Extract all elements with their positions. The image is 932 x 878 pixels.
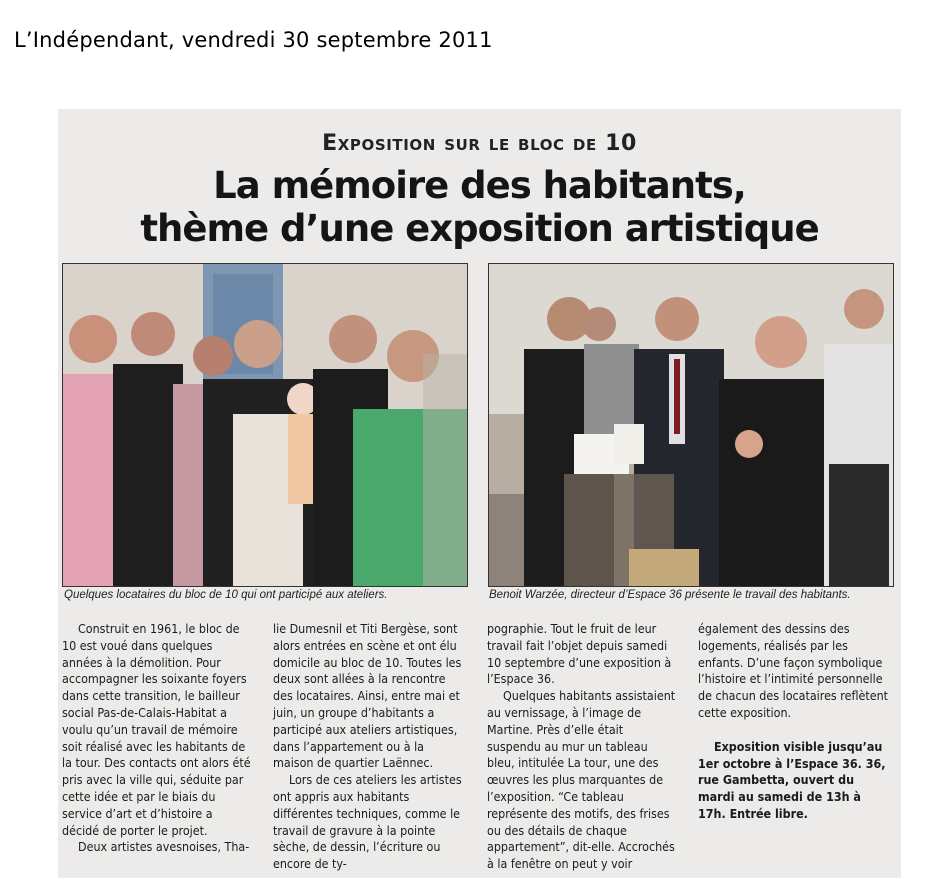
source-line: L’Indépendant, vendredi 30 septembre 2011	[14, 28, 493, 52]
photo-director	[488, 263, 894, 587]
column-3	[487, 621, 677, 873]
col2-paragraph-1: lie Dumesnil et Titi Bergèse, sont alors entrées en scène et ont élu domicile au bloc de 10. Toutes les deux sont allées à la rencontre des locataires. Ainsi, entre mai et juin, un groupe d’habitants a participé aux ateliers artistiques, dans l’appartement ou à la maison de quartier Laënnec.	[273, 621, 462, 771]
newspaper-clipping	[58, 109, 901, 878]
column-2	[273, 621, 463, 873]
headline-line-2: thème d’une exposition artistique	[140, 207, 819, 250]
col1-paragraph-2: Deux artistes avesnoises, Tha-	[78, 839, 250, 855]
col4-paragraph-1: également des dessins des logements, réalisés par les enfants. D’une façon symbolique l’histoire et l’intimité personnelle de chacun des locataires reflètent cette exposition.	[698, 621, 888, 720]
photo-left-caption: Quelques locataires du bloc de 10 qui ont participé aux ateliers.	[64, 589, 388, 601]
col3-paragraph-1: pographie. Tout le fruit de leur travail fait l’objet depuis samedi 10 septembre d’une exposition à l’Espace 36.	[487, 621, 672, 687]
col1-paragraph-1: Construit en 1961, le bloc de 10 est voué dans quelques années à la démolition. Pour accompagner les soixante foyers dans cette transition, le bailleur social Pas-de-Calais-Habitat a voulu qu’un travail de mémoire soit réalisé avec les habitants de la tour. Des contacts ont alors été pris avec la ville qui, séduite par cette idée et par le biais du service d’art et d’histoire a décidé de porter le projet.	[62, 621, 251, 838]
column-4	[698, 621, 888, 823]
col3-paragraph-2: Quelques habitants assistaient au vernissage, à l’image de Martine. Près d’elle était suspendu au mur un tableau bleu, intitulée La tour, une des œuvres les plus marquantes de l’exposition. “Ce tableau représente des motifs, des frises ou des détails de chaque appartement”, dit-elle. Accrochés à la fenêtre on peut y voir	[487, 688, 676, 872]
exhibition-info: Exposition visible jusqu’au 1er octobre à l’Espace 36. 36, rue Gambetta, ouvert du mardi au samedi de 13h à 17h. Entrée libre.	[698, 738, 886, 821]
photo-residents	[62, 263, 468, 587]
column-1	[62, 621, 252, 856]
photo-right-caption: Benoit Warzée, directeur d’Espace 36 présente le travail des habitants.	[489, 589, 851, 601]
col2-paragraph-2: Lors de ces ateliers les artistes ont appris aux habitants différentes techniques, comme le travail de gravure à la pointe sèche, de dessin, l’écriture ou encore de ty-	[273, 772, 462, 872]
article-kicker: Exposition sur le bloc de 10	[322, 131, 637, 156]
headline-line-1: La mémoire des habitants,	[213, 164, 746, 207]
